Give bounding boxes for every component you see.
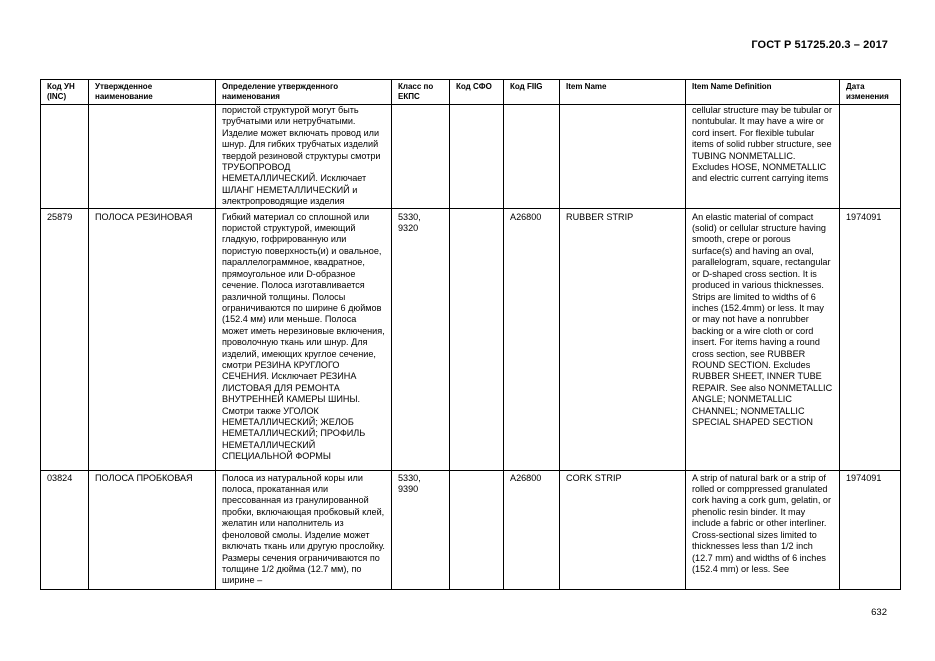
cell-fiig: A26800 [504,208,560,470]
cell-name-ru: ПОЛОСА РЕЗИНОВАЯ [89,208,216,470]
table-row [41,470,901,589]
column-header-inc: Код УН (INC) [41,80,89,105]
cell-item-name [560,105,686,209]
cell-sfo [450,470,504,589]
cell-date: 1974091 [840,470,901,589]
cell-class [392,105,450,209]
cell-definition-ru: пористой структурой могут быть трубчатыми или нетрубчатыми. Изделие может включать провод или шнур. Для гибких трубчатых изделий твердой резиновой структуры смотри ТРУБОПРОВОД НЕМЕТАЛЛИЧЕСКИЙ. Исключает ШЛАНГ НЕМЕТАЛЛИЧЕСКИЙ и электропроводящие изделия [216,105,392,209]
cell-definition-en: A strip of natural bark or a strip of rolled or comppressed granulated cork having a cork gum, gelatin, or phenolic resin binder. It may include a fabric or other interliner. Cross-sectional sizes limited to thicknesses less than 1/2 inch (12.7 mm) and widths of 6 inches (152.4 mm) or less. See [686,470,840,589]
column-header-name-ru: Утвержденное наименование [89,80,216,105]
cell-definition-en: cellular structure may be tubular or nontubular. It may have a wire or cord insert. For flexible tubular items of solid rubber structure, see TUBING NONMETALLIC. Excludes HOSE, NONMETALLIC and electric current carrying items [686,105,840,209]
document-code: ГОСТ Р 51725.20.3 – 2017 [751,39,888,51]
column-header-sfo: Код СФО [450,80,504,105]
table-row [41,105,901,209]
cell-sfo [450,105,504,209]
cell-class: 5330, 9390 [392,470,450,589]
cell-definition-ru: Гибкий материал со сплошной или пористой структурой, имеющий гладкую, гофрированную или пористую поверхность(и) и овальное, параллелограммное, квадратное, прямоугольное или D-образное сечение. Полоса изготавливается различной толщины. Полосы ограничиваются по ширине 6 дюймов (152.4 мм) или меньше. Полоса может иметь нерезиновые включения, проволочную ткань или шнур. Для изделий, имеющих круглое сечение, смотри РЕЗИНА КРУГЛОГО СЕЧЕНИЯ. Исключает РЕЗИНА ЛИСТОВАЯ ДЛЯ РЕМОНТА ВНУТРЕННЕЙ КАМЕРЫ ШИНЫ. Смотри также УГОЛОК НЕМЕТАЛЛИЧЕСКИЙ; ЖЕЛОБ НЕМЕТАЛЛИЧЕСКИЙ; ПРОФИЛЬ НЕМЕТАЛЛИЧЕСКИЙ СПЕЦИАЛЬНОЙ ФОРМЫ [216,208,392,470]
catalog-table [40,79,901,590]
cell-definition-ru: Полоса из натуральной коры или полоса, прокатанная или прессованная из гранулированной пробки, включающая пробковый клей, желатин или наполнитель из феноловой смолы. Изделие может включать ткань или другую прослойку. Размеры сечения ограничиваются по толщине 1/2 дюйма (12.7 мм), по ширине – [216,470,392,589]
cell-definition-en: An elastic material of compact (solid) or cellular structure having smooth, crepe or porous surface(s) and having an oval, parallelogram, square, rectangular or D-shaped cross section. It is produced in various thicknesses. Strips are limited to widths of 6 inches (152.4mm) or less. It may or may not have a nonrubber backing or a wire cloth or cord insert. For items having a round cross section, see RUBBER ROUND SECTION. Excludes RUBBER SHEET, INNER TUBE REPAIR. See also NONMETALLIC ANGLE; NONMETALLIC CHANNEL; NONMETALLIC SPECIAL SHAPED SECTION [686,208,840,470]
cell-sfo [450,208,504,470]
cell-item-name: RUBBER STRIP [560,208,686,470]
table-row [41,208,901,470]
column-header-item-name-definition: Item Name Definition [686,80,840,105]
column-header-class: Класс по ЕКПС [392,80,450,105]
cell-inc: 03824 [41,470,89,589]
page-number: 632 [871,607,887,618]
cell-fiig: A26800 [504,470,560,589]
column-header-fiig: Код FIIG [504,80,560,105]
column-header-item-name: Item Name [560,80,686,105]
cell-name-ru [89,105,216,209]
table-header-row [41,80,901,105]
cell-inc: 25879 [41,208,89,470]
cell-date: 1974091 [840,208,901,470]
cell-class: 5330, 9320 [392,208,450,470]
column-header-date: Дата изменения [840,80,901,105]
cell-item-name: CORK STRIP [560,470,686,589]
cell-fiig [504,105,560,209]
cell-inc [41,105,89,209]
cell-name-ru: ПОЛОСА ПРОБКОВАЯ [89,470,216,589]
cell-date [840,105,901,209]
column-header-definition-ru: Определение утвержденного наименования [216,80,392,105]
